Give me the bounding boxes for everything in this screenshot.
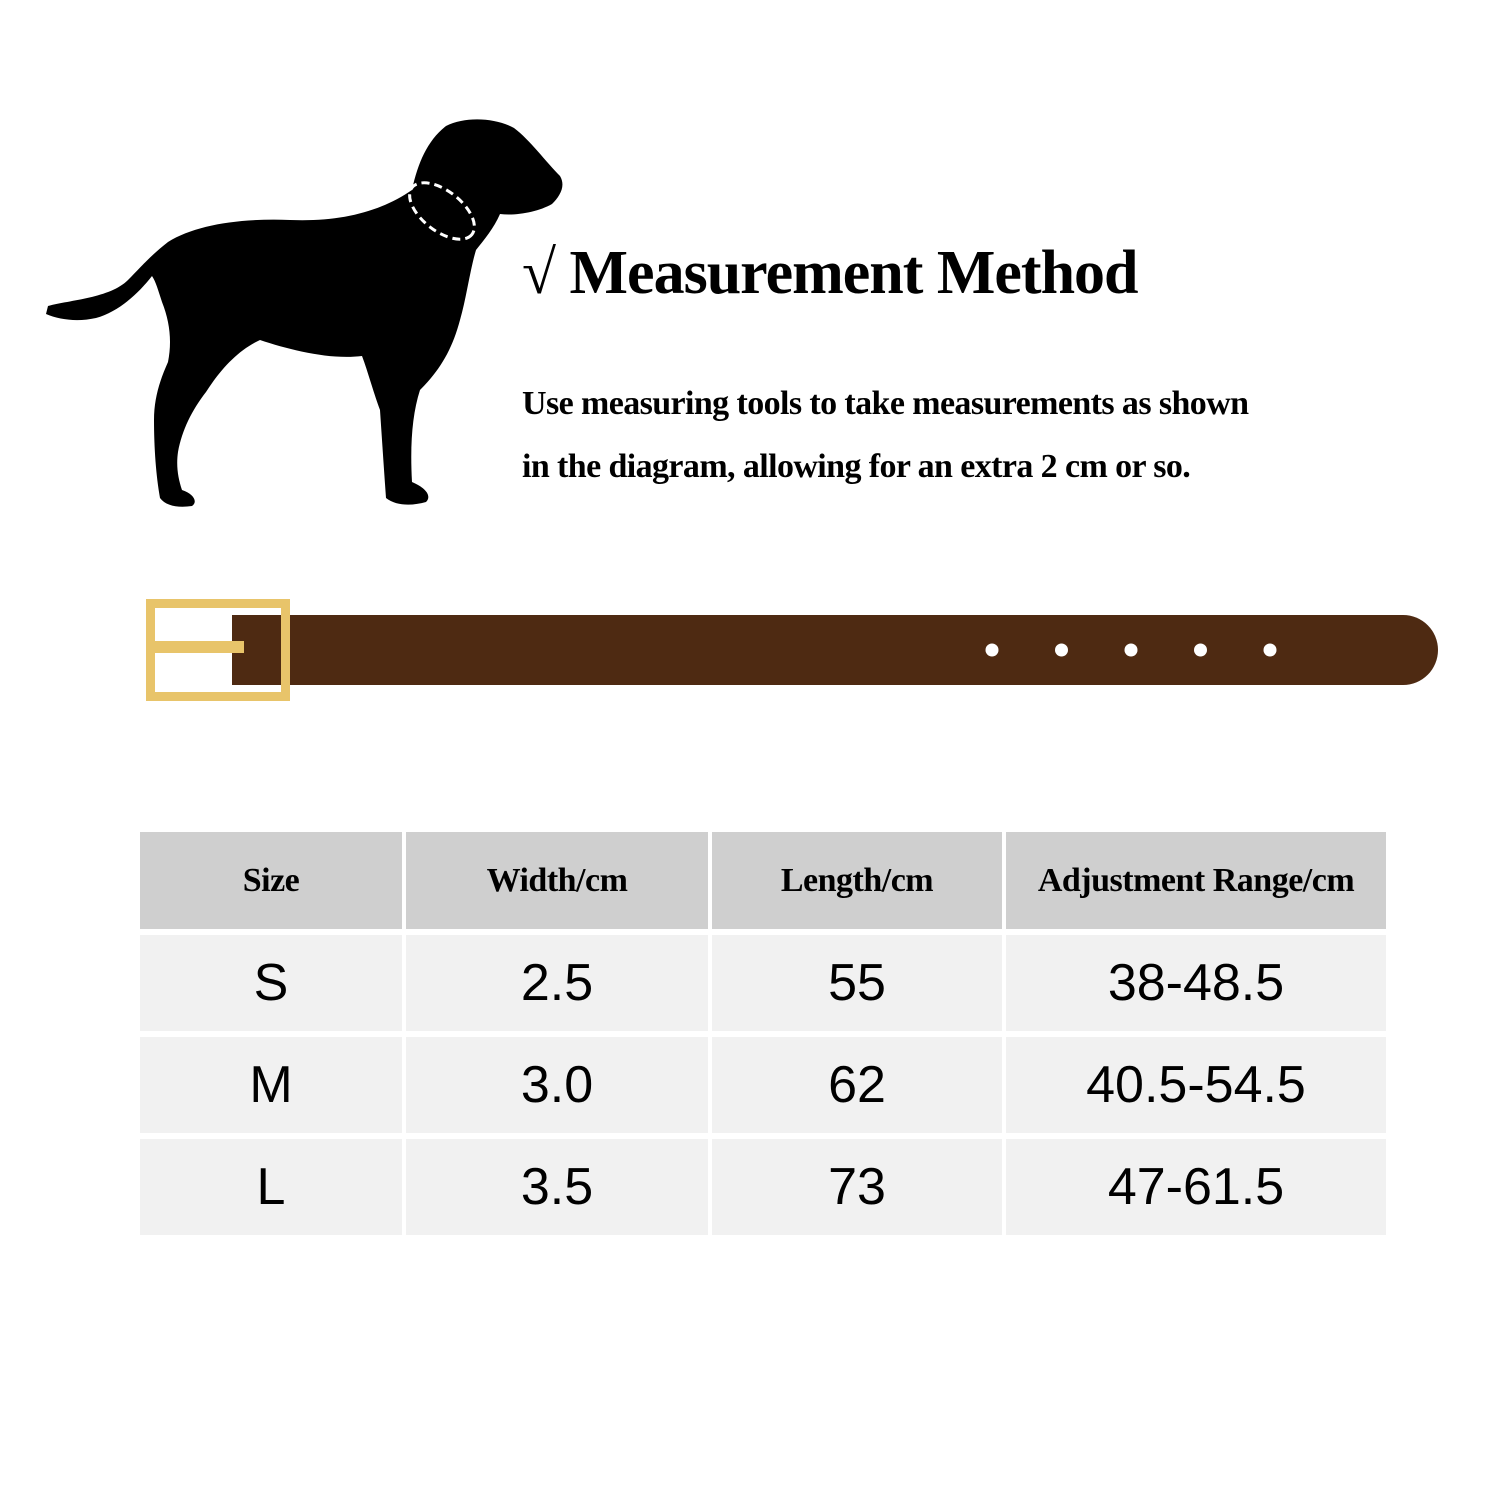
cell-width: 3.5: [406, 1139, 708, 1235]
instruction-line-2: in the diagram, allowing for an extra 2 cm or so.: [522, 448, 1191, 485]
cell-adjustment-range: 40.5-54.5: [1006, 1037, 1386, 1133]
table-row: [140, 1139, 1386, 1235]
cell-size: L: [140, 1139, 402, 1235]
cell-size: S: [140, 935, 402, 1031]
cell-adjustment-range: 47-61.5: [1006, 1139, 1386, 1235]
title-text: Measurement Method: [569, 239, 1138, 307]
dog-collar-icon: [140, 592, 1450, 707]
collar-strap: [232, 615, 1438, 685]
instruction-line-1: Use measuring tools to take measurements as shown: [522, 385, 1249, 422]
cell-width: 2.5: [406, 935, 708, 1031]
table-row: [140, 1037, 1386, 1133]
header-width: Width/cm: [406, 832, 708, 929]
buckle-prong: [152, 641, 244, 653]
cell-length: 62: [712, 1037, 1002, 1133]
header-adjustment-range: Adjustment Range/cm: [1006, 832, 1386, 929]
table-row: [140, 935, 1386, 1031]
size-table: [136, 826, 1390, 1241]
table-header-row: [140, 832, 1386, 929]
dog-silhouette-icon: [40, 110, 580, 520]
header-length: Length/cm: [712, 832, 1002, 929]
cell-adjustment-range: 38-48.5: [1006, 935, 1386, 1031]
collar-hole: [986, 644, 999, 657]
cell-width: 3.0: [406, 1037, 708, 1133]
cell-length: 55: [712, 935, 1002, 1031]
cell-size: M: [140, 1037, 402, 1133]
measurement-instructions: [522, 372, 1422, 498]
collar-hole: [1264, 644, 1277, 657]
collar-hole: [1125, 644, 1138, 657]
check-mark: √: [522, 239, 556, 307]
cell-length: 73: [712, 1139, 1002, 1235]
collar-hole: [1055, 644, 1068, 657]
page-title: [522, 238, 1138, 309]
header-size: Size: [140, 832, 402, 929]
collar-hole: [1194, 644, 1207, 657]
